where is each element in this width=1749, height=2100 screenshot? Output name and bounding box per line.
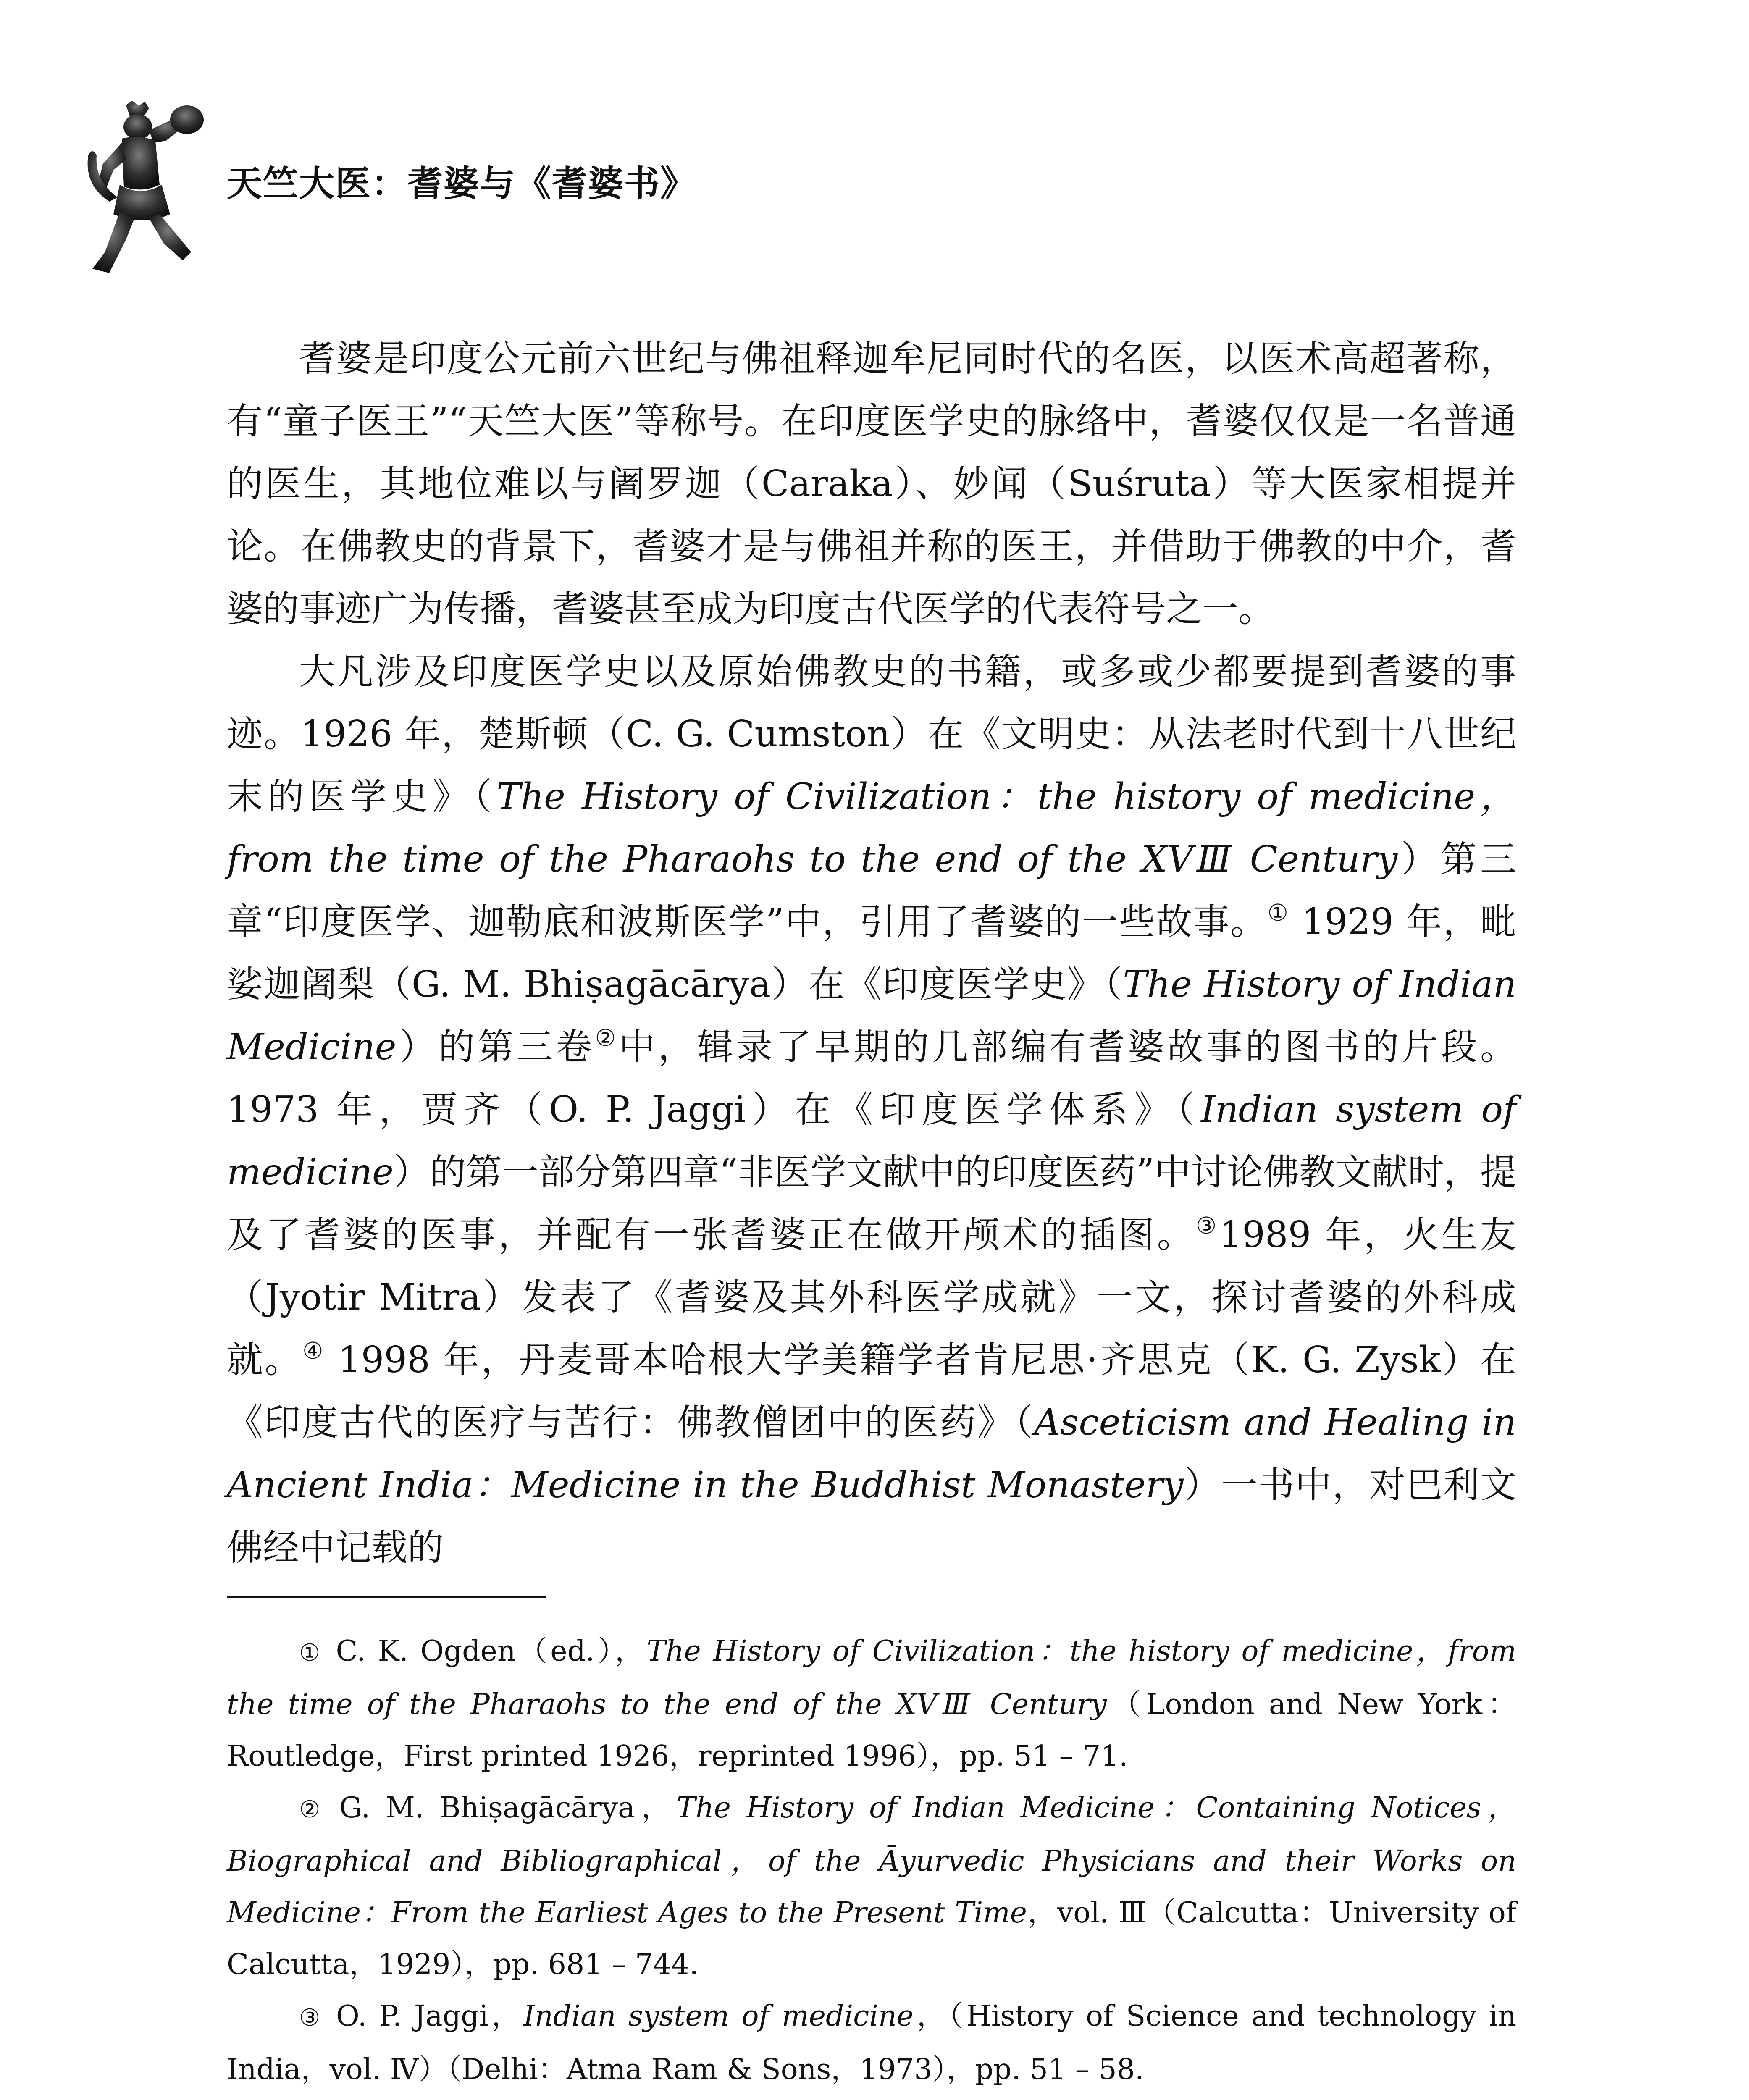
paragraph-2 [227,640,1516,1579]
footnote-ref-3[interactable]: ③ [1195,1212,1219,1239]
footnote-text: （London and New York：Routledge，First printed 1926，reprinted 1996），pp. 51 – 71. [227,1688,1516,1773]
body-text [227,328,1516,1579]
footnote-text: ，（History of Science and technology in India，vol. Ⅳ）（Delhi：Atma Ram & Sons，1973），pp. 51 – 58. [227,2000,1516,2086]
footnote-text: G. M. Bhiṣagācārya， [339,1791,677,1824]
page-header [80,101,1550,277]
footnote-title: Indian system of medicine [523,2000,914,2033]
footnote-4 [227,2095,1516,2100]
footnote-title: The History of Indian Medicine：Containing Notices，Biographical and Bibliographical，of the Āyurvedic Physicians and their Works on Medicine：From the Earliest Ages to the Present Time [227,1791,1517,1929]
footnote-number: ② [299,1796,327,1823]
footnote-text: C. K. Ogden（ed.）， [336,1635,647,1668]
p2-text-4: ）的第三卷 [396,1026,595,1068]
footnote-number: ① [299,1639,323,1667]
footnote-divider [227,1596,546,1598]
deity-figurine-icon [80,101,206,277]
p2-text-8: 1998 年，丹麦哥本哈根大学美籍学者肯尼思·齐思克（K. G. Zysk）在《印度古代的医疗与苦行：佛教僧团中的医药》（ [227,1339,1516,1444]
p2-title-1: The History of Civilization：the history of medicine，from the time of the Pharaohs to the end of the XVⅢ Century [227,776,1516,880]
footnote-ref-2[interactable]: ② [595,1024,619,1051]
footnote-text: ，vol. Ⅲ（Calcutta：University of Calcutta，1929），pp. 681 – 744. [227,1896,1516,1981]
p2-text-6: ）的第一部分第四章“非医学文献中的印度医药”中讨论佛教文献时，提及了耆婆的医事，并配有一张耆婆正在做开颅术的插图。 [227,1151,1516,1256]
p2-text-9: ）一书中，对巴利文佛经中记载的 [227,1464,1516,1569]
footnotes [227,1625,1516,2100]
footnote-ref-4[interactable]: ④ [302,1337,325,1364]
p2-text-7: 1989 年，火生友（Jyotir Mitra）发表了《耆婆及其外科医学成就》一文，探讨耆婆的外科成就。 [227,1214,1517,1381]
running-title: 天竺大医：耆婆与《耆婆书》 [227,163,697,204]
footnote-number: ③ [299,2004,324,2032]
footnote-text: O. P. Jaggi， [336,2000,524,2033]
footnote-1 [227,1625,1516,1782]
footnote-3 [227,1990,1516,2095]
p2-text-5: 中，辑录了早期的几部编有耆婆故事的图书的片段。1973 年，贾齐（O. P. Jaggi）在《印度医学体系》（ [227,1026,1517,1131]
p2-text-1: 大凡涉及印度医学史以及原始佛教史的书籍，或多或少都要提到耆婆的事迹。1926 年，楚斯顿（C. G. Cumston）在《文明史：从法老时代到十八世纪末的医学史》（ [227,651,1516,818]
footnote-2 [227,1782,1516,1990]
footnote-title: The History of Civilization：the history of medicine，from the time of the Pharaohs to the end of the XVⅢ Century [227,1635,1516,1721]
footnote-ref-1[interactable]: ① [1267,899,1289,926]
p2-title-3: Indian system of medicine [227,1089,1517,1193]
p2-text-3: 1929 年，毗娑迦阇梨（G. M. Bhiṣagācārya）在《印度医学史》（ [227,901,1516,1005]
p2-text-2: ）第三章“印度医学、迦勒底和波斯医学”中，引用了耆婆的一些故事。 [227,838,1517,943]
p2-title-2: The History of Indian Medicine [227,963,1517,1068]
p2-title-4: Asceticism and Healing in Ancient India：Medicine in the Buddhist Monastery [227,1402,1517,1506]
paragraph-1: 耆婆是印度公元前六世纪与佛祖释迦牟尼同时代的名医，以医术高超著称，有“童子医王”“天竺大医”等称号。在印度医学史的脉络中，耆婆仅仅是一名普通的医生，其地位难以与阇罗迦（Caraka）、妙闻（Suśruta）等大医家相提并论。在佛教史的背景下，耆婆才是与佛祖并称的医王，并借助于佛教的中介，耆婆的事迹广为传播，耆婆甚至成为印度古代医学的代表符号之一。 [227,338,1516,630]
